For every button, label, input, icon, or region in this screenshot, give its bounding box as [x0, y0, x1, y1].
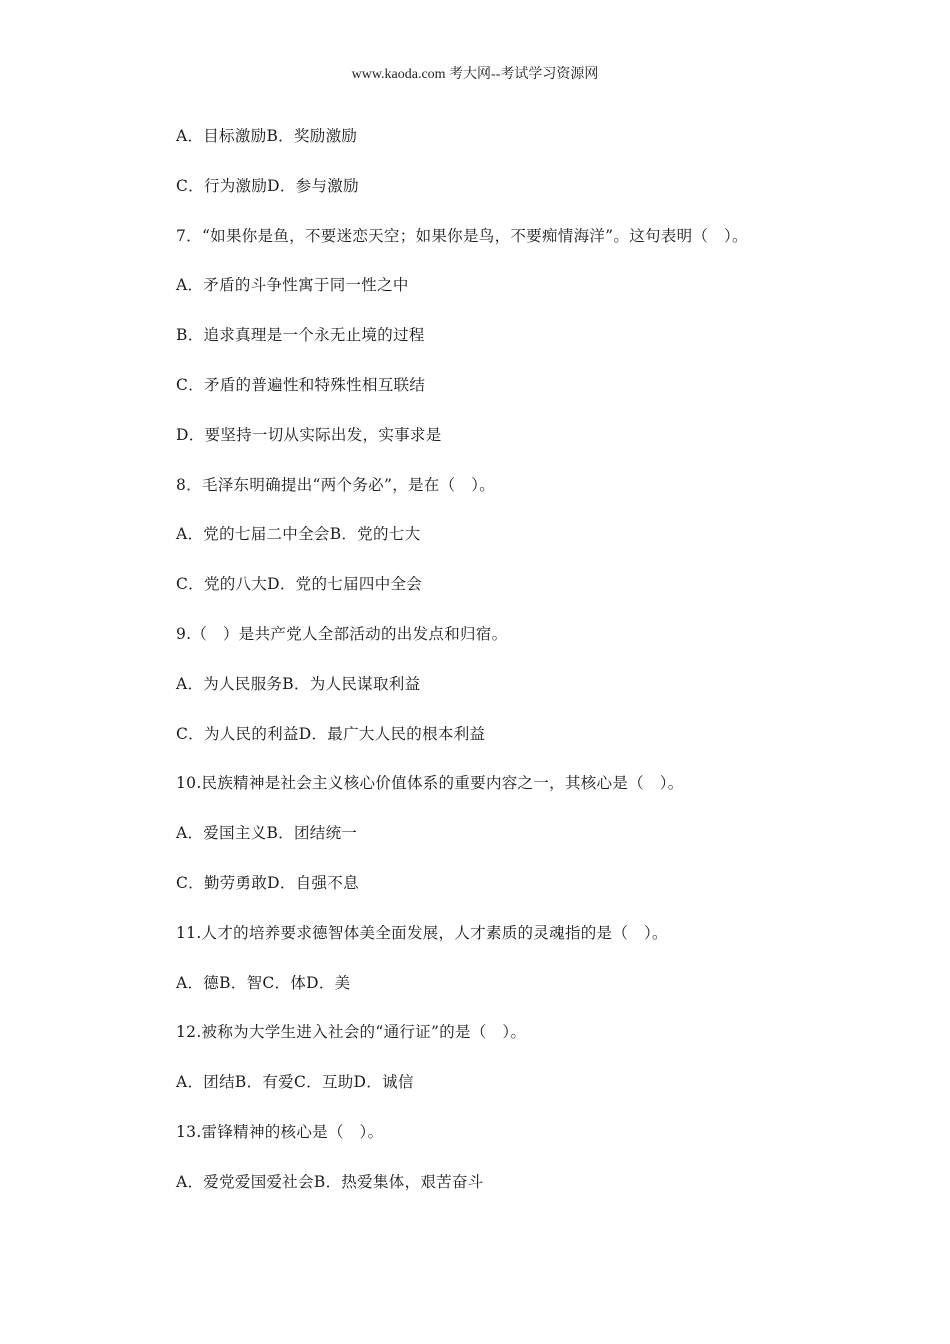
option-line: C．矛盾的普遍性和特殊性相互联结 [176, 375, 426, 394]
option-line: A．矛盾的斗争性寓于同一性之中 [176, 276, 409, 295]
option-line: C．党的八大D．党的七届四中全会 [176, 575, 423, 594]
question-line: 9.（ ）是共产党人全部活动的出发点和归宿。 [176, 624, 508, 643]
question-line: 10.民族精神是社会主义核心价值体系的重要内容之一，其核心是（ ）。 [176, 774, 684, 793]
question-line: 7．“如果你是鱼，不要迷恋天空；如果你是鸟，不要痴情海洋”。这句表明（ ）。 [176, 226, 748, 245]
option-line: C．勤劳勇敢D．自强不息 [176, 873, 359, 892]
option-line: A．目标激励B．奖励激励 [176, 127, 358, 145]
question-line: 11.人才的培养要求德智体美全面发展，人才素质的灵魂指的是（ ）。 [176, 923, 668, 942]
option-line: D．要坚持一切从实际出发，实事求是 [176, 425, 442, 444]
page-header: www.kaoda.com 考大网--考试学习资源网 [351, 67, 599, 82]
option-line: C．为人民的利益D．最广大人民的根本利益 [176, 724, 486, 743]
option-line: B．追求真理是一个永无止境的过程 [176, 326, 425, 345]
question-line: 8．毛泽东明确提出“两个务必”，是在（ ）。 [176, 475, 496, 494]
option-line: A．团结B．有爱C．互助D．诚信 [176, 1073, 414, 1092]
question-line: 13.雷锋精神的核心是（ ）。 [176, 1122, 384, 1141]
option-line: A．爱党爱国爱社会B．热爱集体，艰苦奋斗 [176, 1172, 484, 1191]
option-line: A．党的七届二中全会B．党的七大 [176, 525, 421, 544]
option-line: A．爱国主义B．团结统一 [176, 824, 358, 843]
question-line: 12.被称为大学生进入社会的“通行证”的是（ ）。 [176, 1023, 527, 1042]
document-body [176, 124, 856, 1220]
option-line: A．德B．智C．体D．美 [176, 973, 351, 992]
option-line: A．为人民服务B．为人民谋取利益 [176, 674, 421, 693]
option-line: C．行为激励D．参与激励 [176, 176, 359, 195]
